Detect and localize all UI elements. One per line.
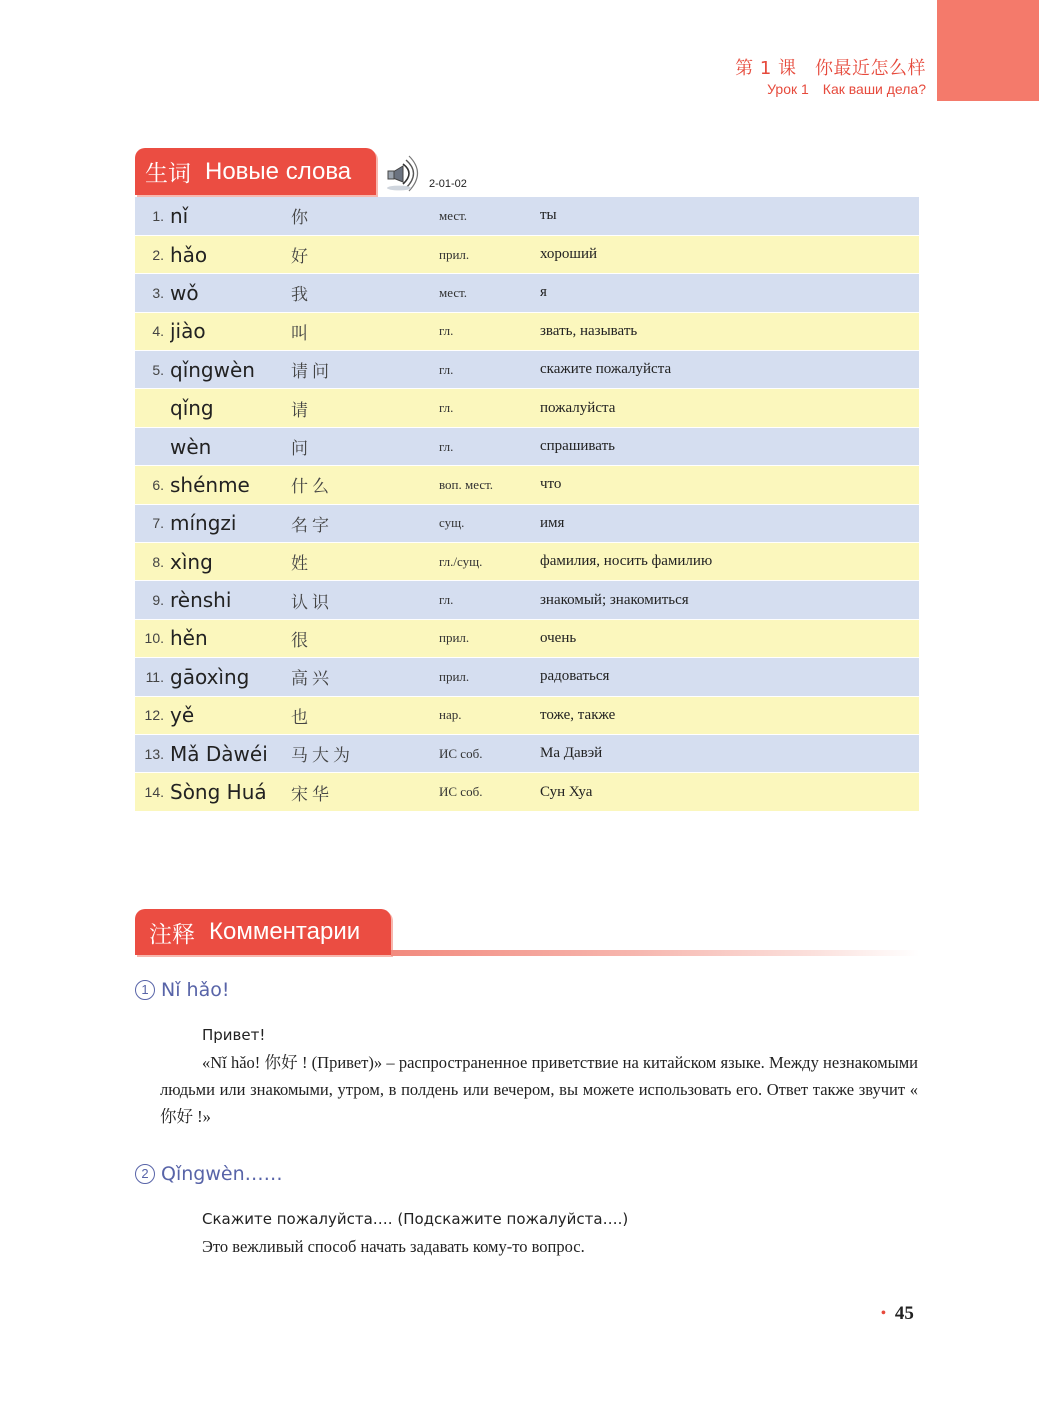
vocab-row <box>135 581 919 619</box>
circled-number-2: 2 <box>135 1164 155 1184</box>
vocab-number: 1. <box>152 207 164 224</box>
vocab-row <box>135 619 919 657</box>
vocab-pinyin: rènshi <box>170 581 291 619</box>
vocab-row <box>135 351 919 389</box>
vocab-number: 8. <box>135 543 170 581</box>
vocab-pinyin: xìng <box>170 543 291 581</box>
vocab-part-of-speech: воп. мест. <box>439 466 540 504</box>
vocab-row <box>135 466 919 504</box>
page-number <box>881 1303 914 1325</box>
vocab-row <box>135 696 919 734</box>
vocab-part-of-speech: мест. <box>439 207 468 223</box>
vocab-pinyin: wǒ <box>170 274 291 312</box>
vocab-part-of-speech: гл. <box>439 312 540 350</box>
vocab-part-of-speech: гл. <box>439 427 540 465</box>
vocab-translation: знакомый; знакомиться <box>540 581 919 619</box>
vocabulary-table <box>135 197 919 811</box>
vocab-hanzi: 你 <box>291 208 312 229</box>
vocab-part-of-speech: гл./сущ. <box>439 543 540 581</box>
corner-color-block <box>937 0 1039 101</box>
vocab-pinyin: wèn <box>170 427 291 465</box>
vocab-translation: ты <box>540 207 557 224</box>
vocab-row <box>135 274 919 312</box>
vocab-part-of-speech: сущ. <box>439 504 540 542</box>
vocab-number: 11. <box>135 658 170 696</box>
vocab-hanzi: 名字 <box>291 504 439 542</box>
vocab-hanzi: 好 <box>291 235 439 273</box>
vocab-pinyin: yě <box>170 696 291 734</box>
note-2-heading <box>135 1163 283 1185</box>
vocab-part-of-speech: гл. <box>439 351 540 389</box>
vocab-translation: тоже, также <box>540 696 919 734</box>
vocab-pinyin: míngzi <box>170 504 291 542</box>
vocab-row <box>135 543 919 581</box>
circled-number-1: 1 <box>135 980 155 1000</box>
vocab-pinyin: shénme <box>170 466 291 504</box>
note-2-translation: Скажите пожалуйста…. (Подскажите пожалуйста….) <box>202 1210 629 1228</box>
vocab-translation: радоваться <box>540 658 919 696</box>
vocab-part-of-speech: прил. <box>439 235 540 273</box>
vocab-number: 5. <box>135 351 170 389</box>
vocab-translation: пожалуйста <box>540 389 919 427</box>
section-title-russian: Комментарии <box>209 918 361 945</box>
vocab-part-of-speech: гл. <box>439 389 540 427</box>
header-lesson-chinese: 第 1 课 你最近怎么样 <box>735 58 926 79</box>
vocab-hanzi: 叫 <box>291 312 439 350</box>
vocab-hanzi: 很 <box>291 619 439 657</box>
vocab-number <box>135 389 170 427</box>
vocab-pinyin: qǐngwèn <box>170 351 291 389</box>
vocab-row <box>135 504 919 542</box>
vocab-pinyin: nǐ <box>170 203 189 228</box>
vocab-number: 14. <box>135 773 170 811</box>
vocab-pinyin: jiào <box>170 312 291 350</box>
audio-speaker-icon[interactable] <box>383 154 423 192</box>
vocab-number: 3. <box>135 274 170 312</box>
vocab-row <box>135 235 919 273</box>
vocab-pinyin: gāoxìng <box>170 658 291 696</box>
vocab-hanzi: 问 <box>291 427 439 465</box>
vocab-part-of-speech: мест. <box>439 274 540 312</box>
vocab-hanzi: 姓 <box>291 543 439 581</box>
vocab-translation: спрашивать <box>540 427 919 465</box>
section-title-chinese: 注释 <box>149 921 195 948</box>
note-1-heading-text: Nǐ hǎo! <box>161 979 230 1001</box>
vocab-hanzi: 我 <box>291 274 439 312</box>
vocab-number: 12. <box>135 696 170 734</box>
vocab-row <box>135 312 919 350</box>
vocab-row <box>135 658 919 696</box>
vocab-hanzi: 请问 <box>291 351 439 389</box>
vocab-translation: имя <box>540 504 919 542</box>
note-2-body: Это вежливый способ начать задавать кому-то вопрос. <box>202 1237 585 1256</box>
vocab-pinyin: hǎo <box>170 235 291 273</box>
section-tab-new-words <box>135 148 376 195</box>
vocab-row <box>135 389 919 427</box>
vocab-translation: хороший <box>540 235 919 273</box>
vocab-number: 6. <box>135 466 170 504</box>
vocab-number <box>135 427 170 465</box>
vocab-hanzi: 请 <box>291 389 439 427</box>
vocab-pinyin: Sòng Huá <box>170 773 291 811</box>
vocab-hanzi: 什么 <box>291 466 439 504</box>
note-1-heading <box>135 979 229 1001</box>
vocab-number: 13. <box>135 734 170 772</box>
vocab-hanzi: 马大为 <box>291 734 439 772</box>
audio-track-code: 2-01-02 <box>429 178 467 190</box>
vocab-row <box>135 197 919 235</box>
vocab-pinyin: qǐng <box>170 389 291 427</box>
note-1-translation: Привет! <box>202 1026 266 1044</box>
vocab-part-of-speech: нар. <box>439 696 540 734</box>
vocab-number: 2. <box>135 235 170 273</box>
vocab-part-of-speech: гл. <box>439 581 540 619</box>
vocab-number: 4. <box>135 312 170 350</box>
vocab-hanzi: 认识 <box>291 581 439 619</box>
vocab-part-of-speech: прил. <box>439 658 540 696</box>
vocab-pinyin: Mǎ Dàwéi <box>170 734 291 772</box>
vocab-part-of-speech: прил. <box>439 619 540 657</box>
vocab-translation: что <box>540 466 919 504</box>
vocab-translation: я <box>540 274 919 312</box>
section-tab-comments <box>135 909 391 955</box>
header-lesson-russian: Урок 1 Как ваши дела? <box>767 81 926 97</box>
section-title-chinese: 生词 <box>145 161 191 187</box>
vocab-number: 9. <box>135 581 170 619</box>
vocab-hanzi: 也 <box>291 696 439 734</box>
vocab-hanzi: 高兴 <box>291 658 439 696</box>
vocab-row <box>135 773 919 811</box>
vocab-part-of-speech: ИС соб. <box>439 734 540 772</box>
vocab-translation: Сун Хуа <box>540 773 919 811</box>
vocab-number: 10. <box>135 619 170 657</box>
vocab-number: 7. <box>135 504 170 542</box>
vocab-pinyin: hěn <box>170 619 291 657</box>
page-number-dot: • <box>881 1306 886 1321</box>
vocab-hanzi: 宋华 <box>291 773 439 811</box>
section-title-russian: Новые слова <box>205 157 352 185</box>
vocab-translation: Ма Давэй <box>540 734 919 772</box>
vocab-translation: фамилия, носить фамилию <box>540 543 919 581</box>
vocab-row <box>135 734 919 772</box>
vocab-translation: скажите пожалуйста <box>540 351 919 389</box>
note-2-heading-text: Qǐngwèn…… <box>161 1163 283 1185</box>
section-divider-gradient <box>391 950 919 956</box>
vocab-row <box>135 427 919 465</box>
running-header <box>735 58 926 98</box>
vocab-part-of-speech: ИС соб. <box>439 773 540 811</box>
vocab-translation: очень <box>540 619 919 657</box>
vocab-translation: звать, называть <box>540 312 919 350</box>
page-number-value: 45 <box>894 1303 914 1324</box>
note-1-body: «Nǐ hǎo! 你好 ! (Привет)» – распространенное приветствие на китайском языке. Между незнакомыми людьми или знакомыми, утром, в полдень или вечером, вы можете использовать его. Ответ также звучит « 你好 !» <box>160 1053 918 1126</box>
